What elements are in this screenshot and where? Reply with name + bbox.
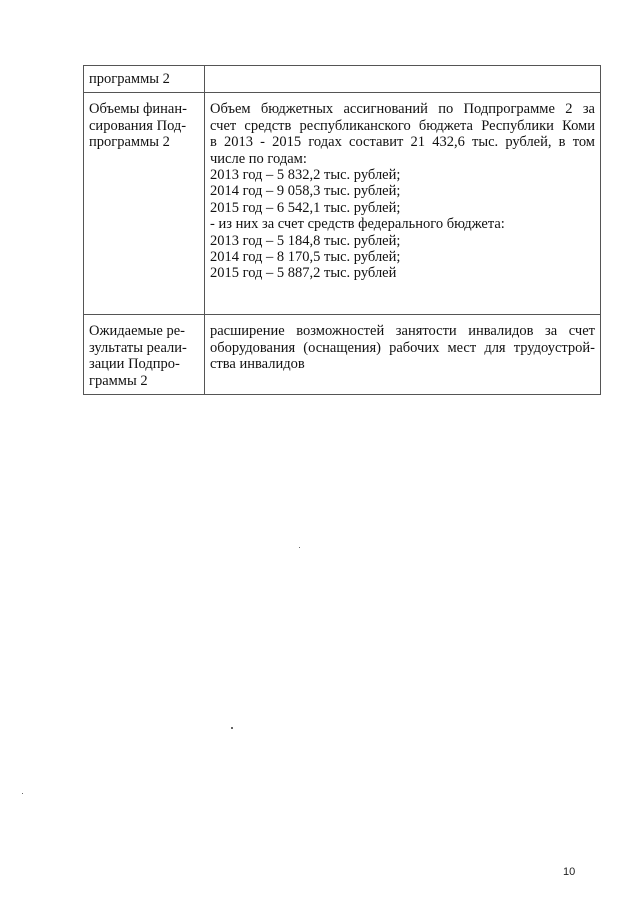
value-line: 2013 год – 5 832,2 тыс. рублей; <box>210 167 401 184</box>
table-row <box>84 93 601 315</box>
scan-speck <box>22 793 23 794</box>
scan-speck <box>299 547 300 548</box>
value-line: расширение возможностей занятости инвалидов за счет <box>210 323 595 340</box>
table-row <box>84 66 601 93</box>
label-line: граммы 2 <box>89 372 148 389</box>
label-line: программы 2 <box>89 134 170 151</box>
scan-speck <box>231 727 233 729</box>
value-line: счет средств республиканского бюджета Республики Коми <box>210 117 595 134</box>
label-line: Объемы финан- <box>89 101 187 118</box>
value-line: оборудования (оснащения) рабочих мест для трудоустрой- <box>210 339 595 356</box>
value-line: в 2013 - 2015 годах составит 21 432,6 тыс. рублей, в том <box>210 134 595 151</box>
value-line: числе по годам: <box>210 150 307 167</box>
label-line: зации Подпро- <box>89 356 180 373</box>
value-line: 2014 год – 8 170,5 тыс. рублей; <box>210 249 401 266</box>
program-passport-table <box>83 65 601 395</box>
row-value-cell <box>205 66 601 93</box>
label-line: программы 2 <box>89 71 170 87</box>
value-line: ства инвалидов <box>210 356 305 373</box>
row-label-cell <box>84 66 205 93</box>
value-line: 2013 год – 5 184,8 тыс. рублей; <box>210 232 401 249</box>
label-line: сирования Под- <box>89 117 187 134</box>
page-number: 10 <box>563 866 576 878</box>
value-line: Объем бюджетных ассигнований по Подпрограмме 2 за <box>210 101 595 118</box>
label-line: зультаты реали- <box>89 339 187 356</box>
value-line: 2014 год – 9 058,3 тыс. рублей; <box>210 183 401 200</box>
value-line: 2015 год – 5 887,2 тыс. рублей <box>210 265 397 282</box>
row-label-cell <box>84 93 205 315</box>
row-label-cell <box>84 315 205 395</box>
label-line: Ожидаемые ре- <box>89 323 185 340</box>
row-value-cell <box>205 93 601 315</box>
table-row <box>84 315 601 395</box>
row-value-cell <box>205 315 601 395</box>
value-line: 2015 год – 6 542,1 тыс. рублей; <box>210 199 401 216</box>
value-line: - из них за счет средств федерального бюджета: <box>210 216 505 233</box>
